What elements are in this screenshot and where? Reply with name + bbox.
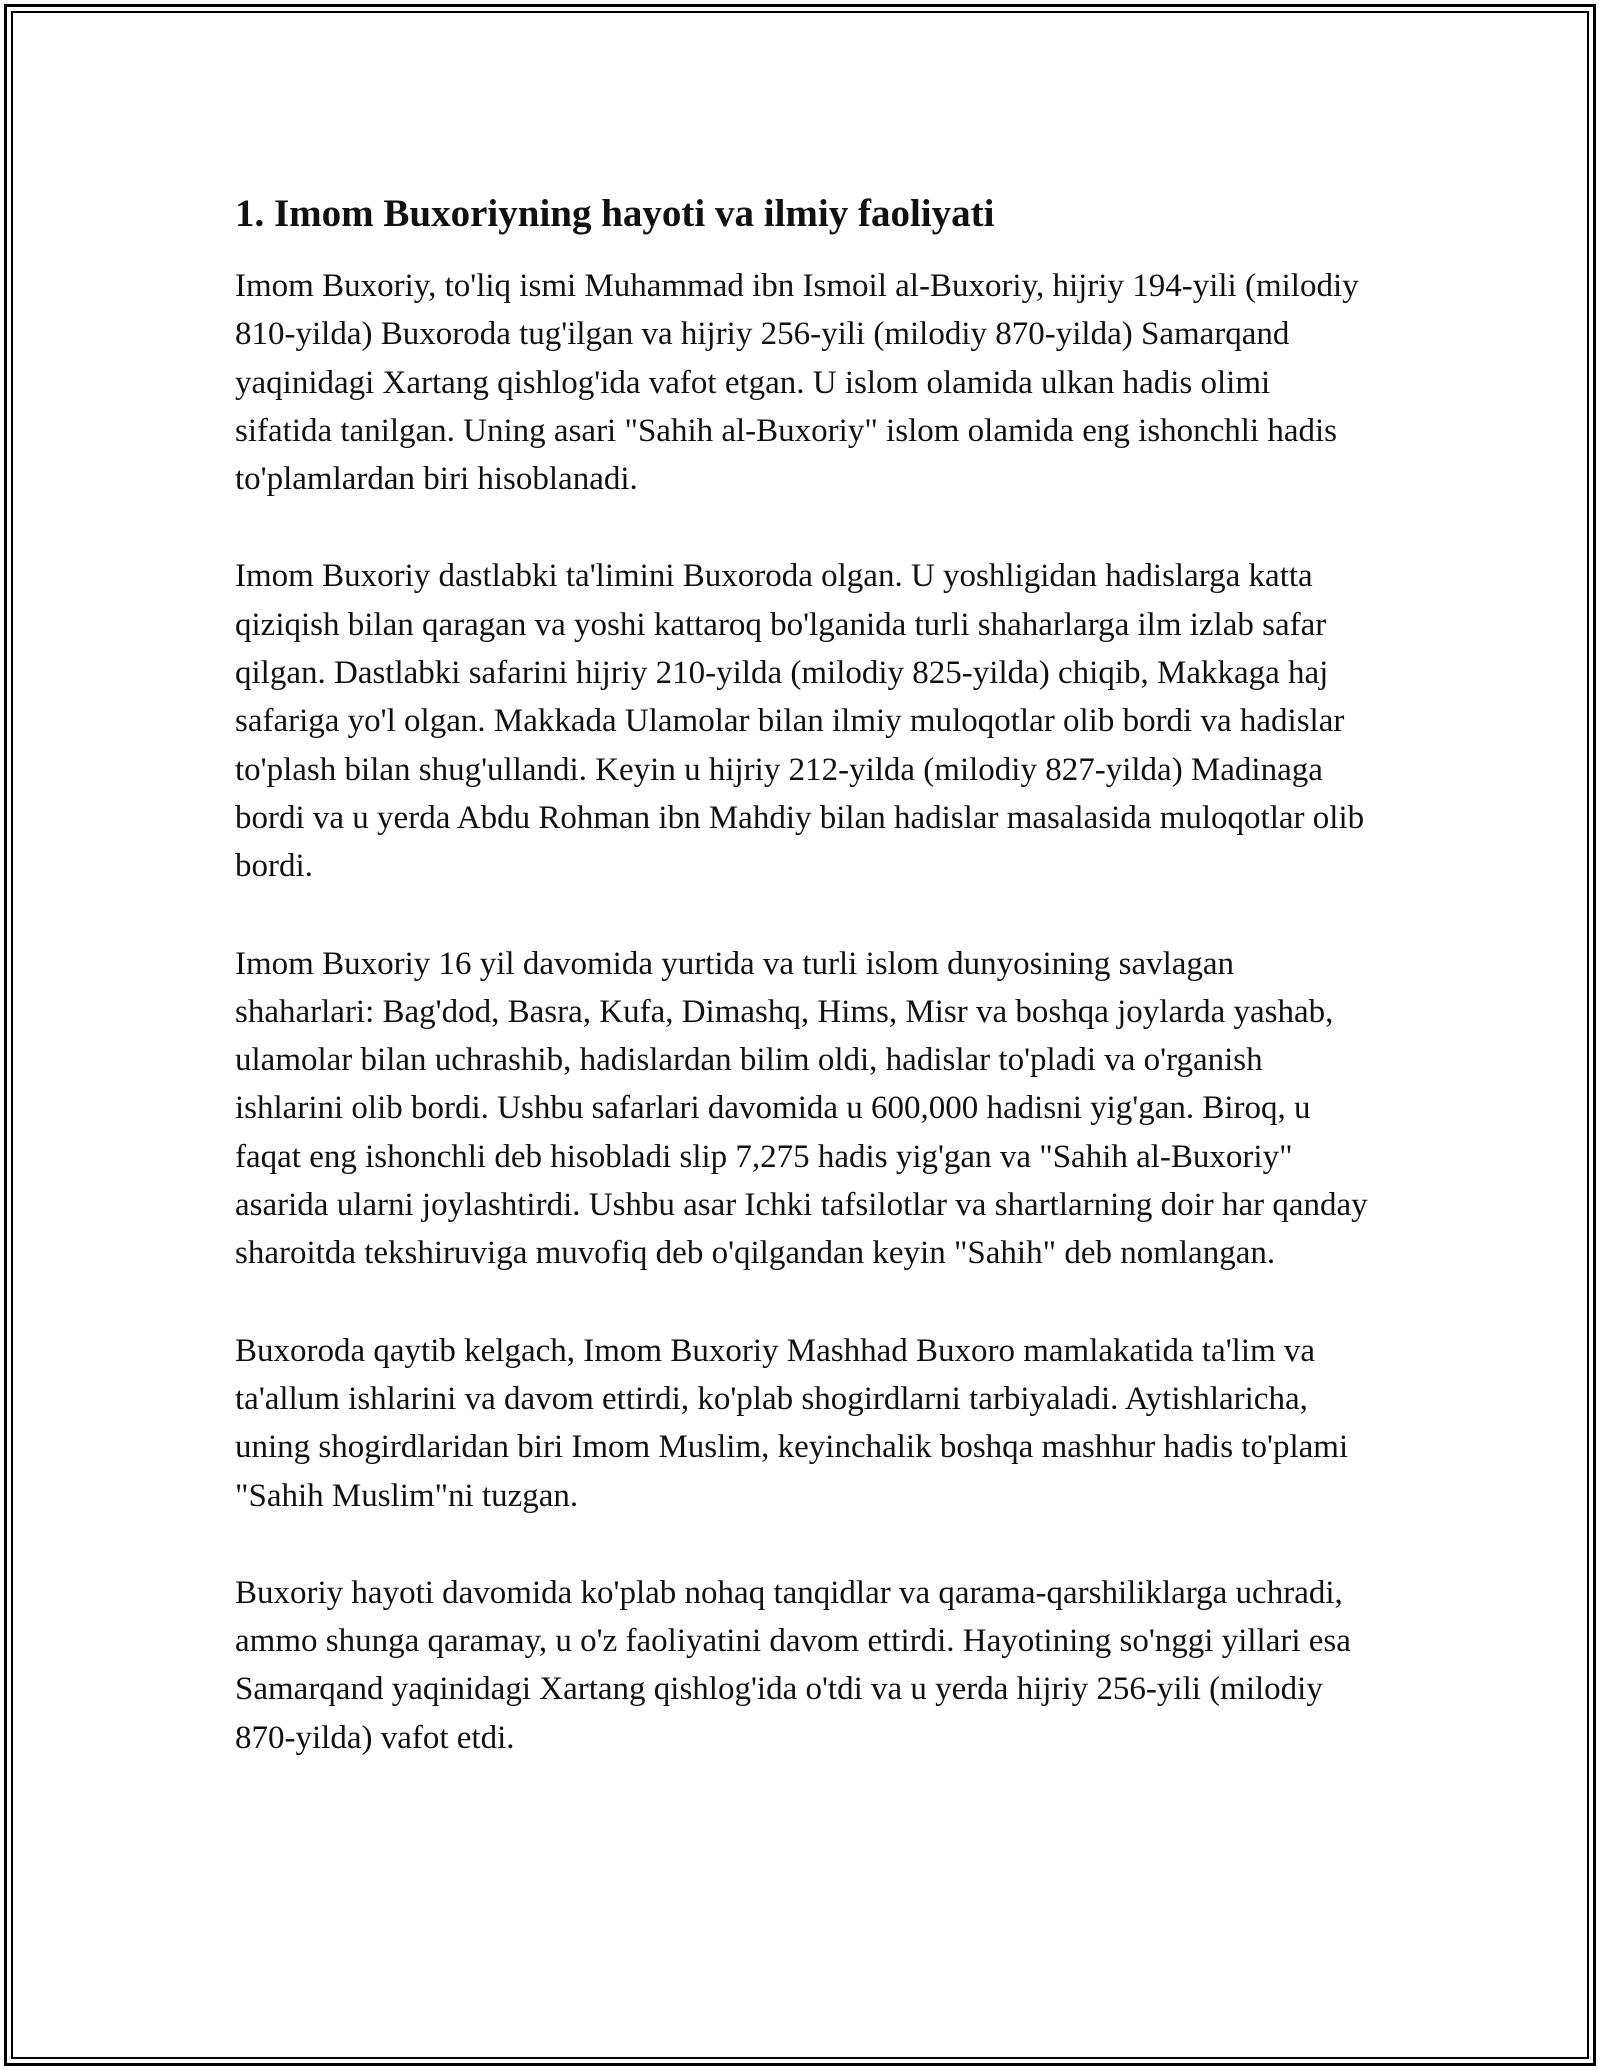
paragraph-4: Buxoroda qaytib kelgach, Imom Buxoriy Mashhad Buxoro mamlakatida ta'lim va ta'allum ishlarini va davom ettirdi, ko'plab shogirdlarni tarbiyaladi. Aytishlaricha, uning shogirdlaridan biri Imom Muslim, keyinchalik boshqa mashhur hadis to'plami "Sahih Muslim"ni tuzgan.	[235, 1332, 1349, 1514]
paragraph-2: Imom Buxoriy dastlabki ta'limini Buxoroda olgan. U yoshligidan hadislarga katta qiziqish bilan qaragan va yoshi kattaroq bo'lganida turli shaharlarga ilm izlab safar qilgan. Dastlabki safarini hijriy 210-yilda (milodiy 825-yilda) chiqib, Makkaga haj safariga yo'l olgan. Makkada Ulamolar bilan ilmiy muloqotlar olib bordi va hadislar to'plash bilan shug'ullandi. Keyin u hijriy 212-yilda (milodiy 827-yilda) Madinaga bordi va u yerda Abdu Rohman ibn Mahdiy bilan hadislar masalasida muloqotlar olib bordi.	[235, 558, 1365, 885]
paragraph-1: Imom Buxoriy, to'liq ismi Muhammad ibn Ismoil al-Buxoriy, hijriy 194-yili (milodiy 810-yilda) Buxoroda tug'ilgan va hijriy 256-yili (milodiy 870-yilda) Samarqand yaqinidagi Xartang qishlog'ida vafot etgan. U islom olamida ulkan hadis olimi sifatida tanilgan. Uning asari "Sahih al-Buxoriy" islom olamida eng ishonchli hadis to'plamlardan biri hisoblanadi.	[235, 268, 1359, 498]
paragraph-5: Buxoriy hayoti davomida ko'plab nohaq tanqidlar va qarama-qarshiliklarga uchradi, ammo shunga qaramay, u o'z faoliyatini davom ettirdi. Hayotining so'nggi yillari esa Samarqand yaqinidagi Xartang qishlog'ida o'tdi va u yerda hijriy 256-yili (milodiy 870-yilda) vafot etdi.	[235, 1574, 1351, 1756]
paragraph-3: Imom Buxoriy 16 yil davomida yurtida va turli islom dunyosining savlagan shaharlari: Bag'dod, Basra, Kufa, Dimashq, Hims, Misr va boshqa joylarda yashab, ulamolar bilan uchrashib, hadislardan bilim oldi, hadislar to'pladi va o'rganish ishlarini olib bordi. Ushbu safarlari davomida u 600,000 hadisni yig'gan. Biroq, u faqat eng ishonchli deb hisobladi slip 7,275 hadis yig'gan va "Sahih al-Buxoriy" asarida ularni joylashtirdi. Ushbu asar Ichki tafsilotlar va shartlarning doir har qanday sharoitda tekshiruviga muvofiq deb o'qilgandan keyin "Sahih" deb nomlangan.	[235, 945, 1368, 1272]
section-title: 1. Imom Buxoriyning hayoti va ilmiy faoliyati	[235, 192, 995, 235]
document-body	[235, 188, 1375, 1811]
